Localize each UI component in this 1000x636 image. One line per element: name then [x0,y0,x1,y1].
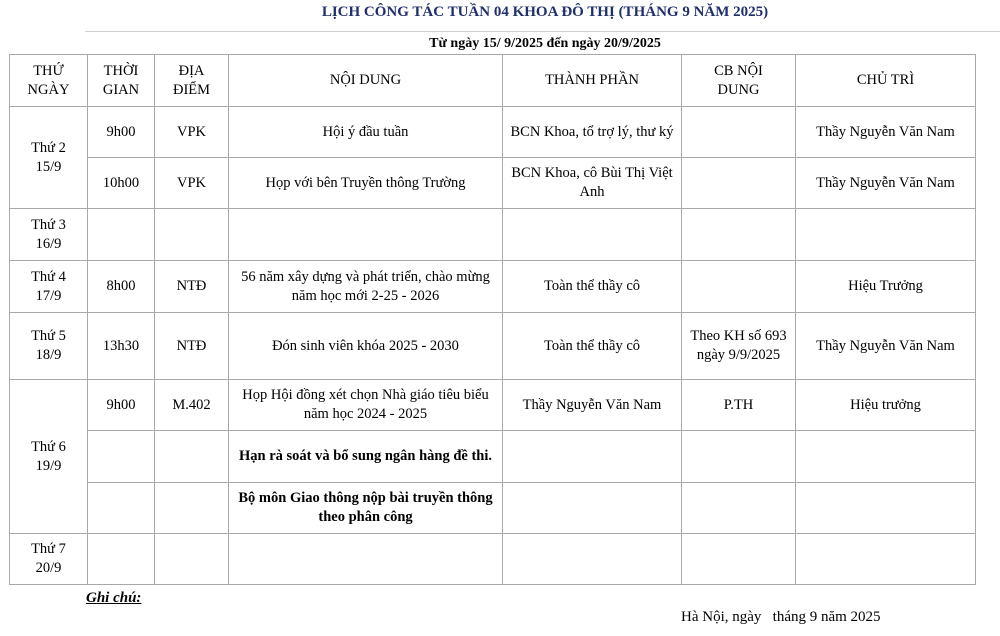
participants-cell [503,534,682,585]
table-row [10,431,976,483]
header-day: THỨ NGÀY [10,55,88,107]
cb-cell [682,209,796,261]
header-place: ĐỊA ĐIỂM [155,55,229,107]
header-content: NỘI DUNG [229,55,503,107]
content-cell: Hạn rà soát và bổ sung ngân hàng đề thi. [229,431,503,483]
place-cell [155,209,229,261]
host-cell: Thầy Nguyễn Văn Nam [796,158,976,209]
time-cell [88,534,155,585]
time-cell: 13h30 [88,313,155,380]
content-cell: Họp Hội đồng xét chọn Nhà giáo tiêu biểu năm học 2024 - 2025 [229,380,503,431]
participants-cell: BCN Khoa, cô Bùi Thị Việt Anh [503,158,682,209]
participants-cell [503,209,682,261]
host-cell [796,209,976,261]
content-cell [229,209,503,261]
cb-cell: Theo KH số 693 ngày 9/9/2025 [682,313,796,380]
time-cell [88,209,155,261]
day-cell: Thứ 7 20/9 [10,534,88,585]
cb-cell [682,107,796,158]
host-cell [796,431,976,483]
header-time: THỜI GIAN [88,55,155,107]
content-cell: Hội ý đầu tuần [229,107,503,158]
table-row [10,534,976,585]
time-cell: 8h00 [88,261,155,313]
host-cell [796,483,976,534]
table-row [10,380,976,431]
place-cell: VPK [155,107,229,158]
table-row [10,158,976,209]
host-cell [796,534,976,585]
place-cell [155,534,229,585]
place-cell: NTĐ [155,313,229,380]
participants-cell [503,483,682,534]
host-cell: Thầy Nguyễn Văn Nam [796,313,976,380]
table-row [10,261,976,313]
day-cell: Thứ 5 18/9 [10,313,88,380]
place-date-line: Hà Nội, ngày tháng 9 năm 2025 [681,609,881,625]
participants-cell: Thầy Nguyễn Văn Nam [503,380,682,431]
host-cell: Hiệu trưởng [796,380,976,431]
page-title: LỊCH CÔNG TÁC TUẦN 04 KHOA ĐÔ THỊ (THÁNG 9 NĂM 2025) [321,4,769,20]
cb-cell: P.TH [682,380,796,431]
day-cell: Thứ 2 15/9 [10,107,88,209]
cb-cell [682,483,796,534]
content-cell: Bộ môn Giao thông nộp bài truyền thông theo phân công [229,483,503,534]
participants-cell [503,431,682,483]
header-cb: CB NỘI DUNG [682,55,796,107]
cb-cell [682,261,796,313]
content-cell: Họp với bên Truyền thông Trường [229,158,503,209]
header-row [10,55,976,107]
table-row [10,107,976,158]
content-cell: 56 năm xây dựng và phát triển, chào mừng năm học mới 2-25 - 2026 [229,261,503,313]
table-row [10,483,976,534]
day-cell: Thứ 6 19/9 [10,380,88,534]
participants-cell: BCN Khoa, tổ trợ lý, thư ký [503,107,682,158]
content-cell [229,534,503,585]
header-participants: THÀNH PHẦN [503,55,682,107]
time-cell [88,431,155,483]
schedule-table [9,54,976,585]
cb-cell [682,534,796,585]
place-cell [155,431,229,483]
time-cell: 9h00 [88,380,155,431]
day-cell: Thứ 3 16/9 [10,209,88,261]
time-cell: 9h00 [88,107,155,158]
time-cell: 10h00 [88,158,155,209]
participants-cell: Toàn thể thầy cô [503,261,682,313]
host-cell: Thầy Nguyễn Văn Nam [796,107,976,158]
note-label: Ghi chú: [86,590,142,606]
place-cell: VPK [155,158,229,209]
header-host: CHỦ TRÌ [796,55,976,107]
place-cell: NTĐ [155,261,229,313]
date-range: Từ ngày 15/ 9/2025 đến ngày 20/9/2025 [429,36,661,51]
table-row [10,209,976,261]
day-cell: Thứ 4 17/9 [10,261,88,313]
place-cell [155,483,229,534]
place-cell: M.402 [155,380,229,431]
cb-cell [682,431,796,483]
cb-cell [682,158,796,209]
table-row [10,313,976,380]
time-cell [88,483,155,534]
participants-cell: Toàn thể thầy cô [503,313,682,380]
content-cell: Đón sinh viên khóa 2025 - 2030 [229,313,503,380]
host-cell: Hiệu Trưởng [796,261,976,313]
title-divider [85,31,1000,32]
